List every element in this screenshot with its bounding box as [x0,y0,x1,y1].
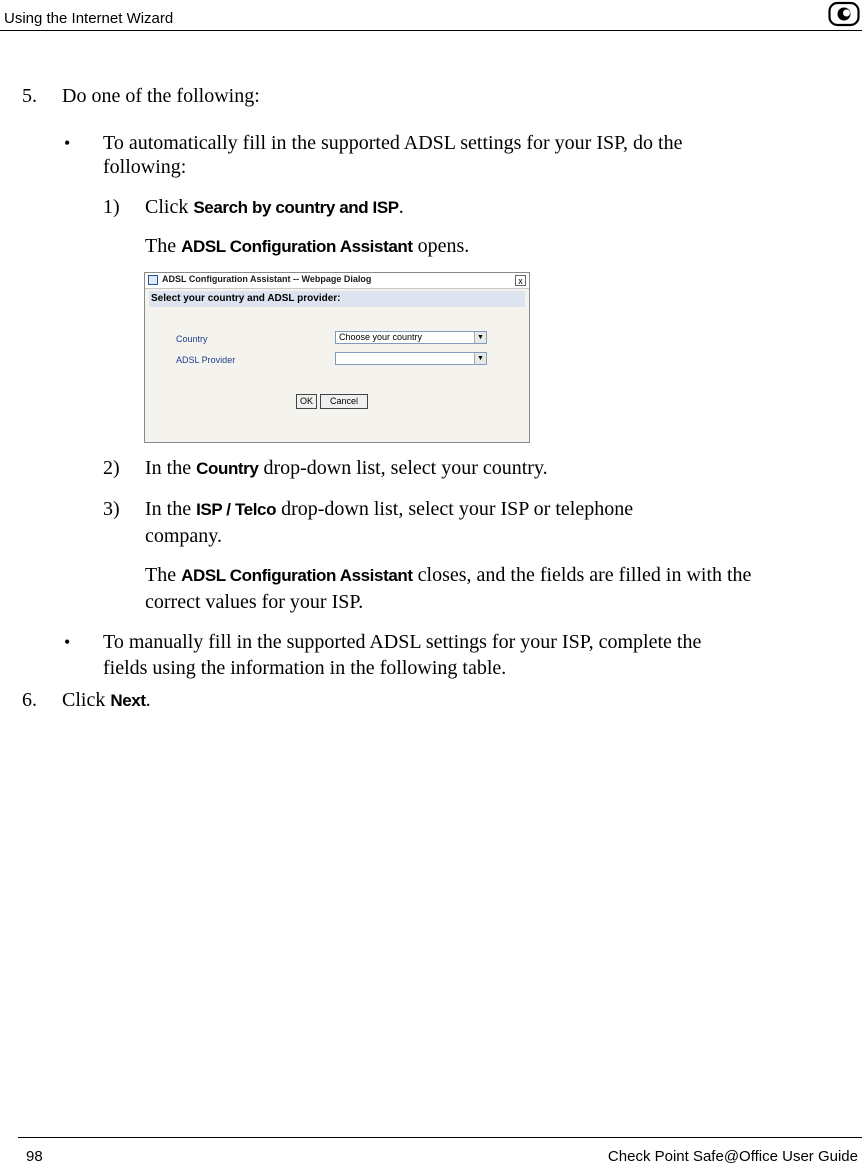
step-6-text: Click Next. [62,689,151,711]
sub-step-1-result: The ADSL Configuration Assistant opens. [145,235,470,257]
adsl-configuration-dialog [144,272,530,443]
step-5-number: 5. [22,85,37,107]
country-label: Country [176,334,208,344]
guide-title: Check Point Safe@Office User Guide [607,1148,858,1165]
ui-term-isp-telco: ISP / Telco [196,500,277,519]
dialog-app-icon [148,275,158,285]
bullet-auto-line1: To automatically fill in the supported ADSL settings for your ISP, do the [103,132,683,154]
dialog-titlebar [145,273,529,289]
ui-term-assistant: ADSL Configuration Assistant [181,566,413,585]
page-header [0,0,862,31]
sub-step-1-text: Click Search by country and ISP. [145,196,404,218]
sub-step-2-number: 2) [103,457,120,479]
ui-term-country: Country [196,459,259,478]
sub-step-3-text: In the ISP / Telco drop-down list, select your ISP or telephone [145,498,634,520]
dialog-title: ADSL Configuration Assistant -- Webpage Dialog [162,274,372,284]
bullet-manual-line1: To manually fill in the supported ADSL settings for your ISP, complete the [103,631,702,653]
header-title: Using the Internet Wizard [4,10,174,27]
ui-term-assistant: ADSL Configuration Assistant [181,237,413,256]
sub-step-1-number: 1) [103,196,120,218]
chevron-down-icon[interactable]: ▼ [474,353,486,364]
sub-step-3-number: 3) [103,498,120,520]
sub-step-2-text: In the Country drop-down list, select your country. [145,457,548,479]
sub-step-3-result-line2: correct values for your ISP. [145,591,364,613]
close-icon[interactable]: x [515,275,526,286]
check-point-logo-icon [828,1,860,32]
sub-step-3-result: The ADSL Configuration Assistant closes, and the fields are filled in with the [145,564,752,586]
bullet-auto: • [64,133,71,153]
bullet-auto-line2: following: [103,156,187,178]
step-6-number: 6. [22,689,37,711]
chevron-down-icon[interactable]: ▼ [474,332,486,343]
provider-label: ADSL Provider [176,355,236,365]
cancel-button[interactable]: Cancel [320,394,368,409]
ui-term-next: Next [110,691,146,710]
sub-step-3-line2: company. [145,525,223,547]
dialog-heading: Select your country and ADSL provider: [149,291,525,307]
bullet-manual-line2: fields using the information in the following table. [103,657,507,679]
ui-term-search: Search by country and ISP [193,198,399,217]
country-select-value: Choose your country [339,332,423,342]
page-footer [18,1137,862,1164]
country-select[interactable] [335,331,487,344]
step-5-text: Do one of the following: [62,85,260,107]
ok-button[interactable]: OK [296,394,317,409]
provider-select[interactable] [335,352,487,365]
bullet-manual: • [64,632,71,652]
page-number: 98 [26,1148,43,1165]
